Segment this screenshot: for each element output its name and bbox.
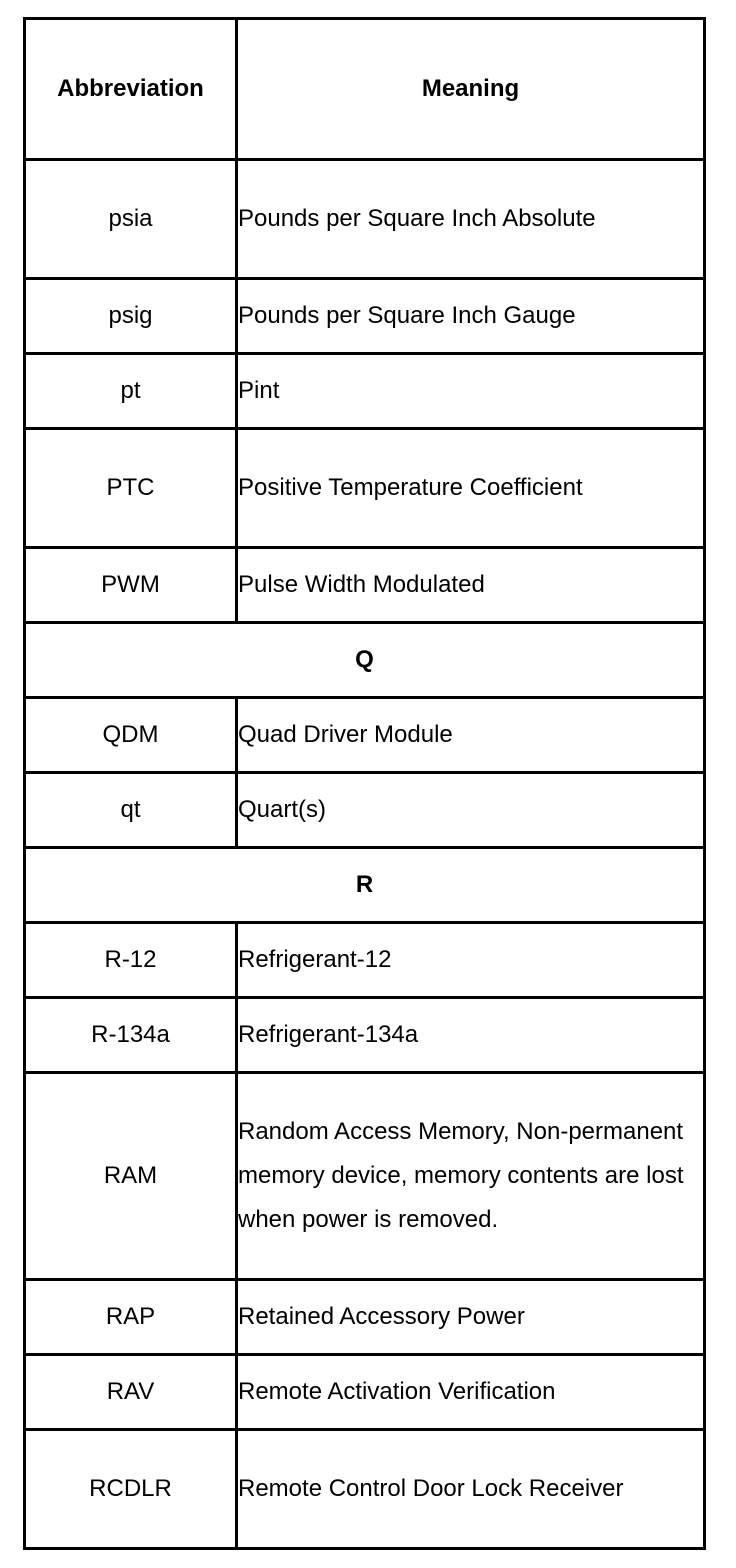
meaning-cell: Positive Temperature Coefficient — [237, 429, 705, 548]
abbreviation-cell: RAM — [25, 1073, 237, 1280]
table-row — [25, 923, 705, 998]
abbreviation-cell: R-12 — [25, 923, 237, 998]
meaning-cell: Pounds per Square Inch Gauge — [237, 279, 705, 354]
meaning-cell: Pulse Width Modulated — [237, 548, 705, 623]
table-row — [25, 998, 705, 1073]
table-row — [25, 1073, 705, 1280]
table-row — [25, 279, 705, 354]
column-header-meaning: Meaning — [237, 19, 705, 160]
section-header-q: Q — [25, 623, 705, 698]
meaning-cell: Remote Control Door Lock Receiver — [237, 1430, 705, 1549]
meaning-cell: Quad Driver Module — [237, 698, 705, 773]
table-row — [25, 1430, 705, 1549]
meaning-cell: Refrigerant-12 — [237, 923, 705, 998]
table-header-row — [25, 19, 705, 160]
meaning-cell: Pounds per Square Inch Absolute — [237, 160, 705, 279]
column-header-abbreviation — [25, 19, 237, 160]
abbreviation-cell: R-134a — [25, 998, 237, 1073]
table-row — [25, 160, 705, 279]
section-header-row — [25, 848, 705, 923]
abbreviation-cell: PTC — [25, 429, 237, 548]
abbreviation-cell: RAV — [25, 1355, 237, 1430]
table-row — [25, 548, 705, 623]
table-row — [25, 773, 705, 848]
meaning-cell: Retained Accessory Power — [237, 1280, 705, 1355]
meaning-cell: Random Access Memory, Non-permanent memory device, memory contents are lost when power is removed. — [237, 1073, 705, 1280]
abbreviation-table — [23, 17, 706, 1550]
abbreviation-cell: psia — [25, 160, 237, 279]
table-row — [25, 698, 705, 773]
section-header-r: R — [25, 848, 705, 923]
table-row — [25, 354, 705, 429]
abbreviation-cell: psig — [25, 279, 237, 354]
section-header-row — [25, 623, 705, 698]
abbreviation-cell: RCDLR — [25, 1430, 237, 1549]
abbreviation-cell: qt — [25, 773, 237, 848]
table-row — [25, 1280, 705, 1355]
table-row — [25, 1355, 705, 1430]
meaning-cell: Quart(s) — [237, 773, 705, 848]
meaning-cell: Remote Activation Verification — [237, 1355, 705, 1430]
abbreviation-cell: RAP — [25, 1280, 237, 1355]
table-row — [25, 429, 705, 548]
abbreviation-cell: pt — [25, 354, 237, 429]
abbreviation-cell: PWM — [25, 548, 237, 623]
meaning-cell: Refrigerant-134a — [237, 998, 705, 1073]
abbreviation-cell: QDM — [25, 698, 237, 773]
meaning-cell: Pint — [237, 354, 705, 429]
column-header-abbreviation-label: Abbreviation — [57, 75, 204, 102]
